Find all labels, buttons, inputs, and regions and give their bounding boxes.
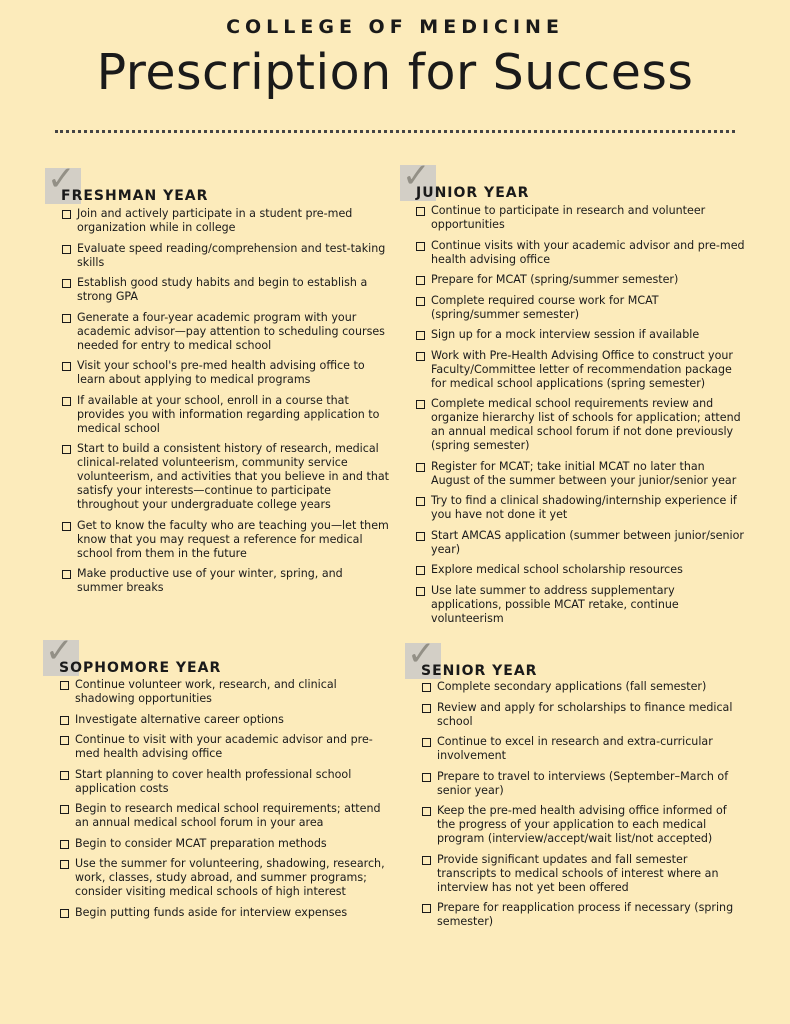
list-item[interactable]: Start to build a consistent history of research, medical clinical-related volunteerism, community service volunteerism, and activities that you believe in and that satisfy your interests—continue to participate throughout your undergraduate college years [62,442,392,512]
checkbox-icon[interactable] [62,570,71,579]
checkbox-icon[interactable] [416,297,425,306]
checkbox-icon[interactable] [416,352,425,361]
checkbox-icon[interactable] [416,276,425,285]
dotted-divider [55,130,735,133]
checkbox-icon[interactable] [60,805,69,814]
checkbox-icon[interactable] [422,683,431,692]
checkbox-icon[interactable] [422,807,431,816]
list-item[interactable]: Generate a four-year academic program with your academic advisor—pay attention to scheduling courses needed for entry to medical school [62,311,392,353]
checkbox-icon[interactable] [416,497,425,506]
section-title: SOPHOMORE YEAR [59,660,222,676]
list-item[interactable]: Begin putting funds aside for interview expenses [60,906,390,920]
list-item[interactable]: Complete secondary applications (fall semester) [422,680,747,694]
list-item[interactable]: If available at your school, enroll in a course that provides you with information regarding application to medical school [62,394,392,436]
list-item[interactable]: Continue to visit with your academic advisor and pre-med health advising office [60,733,390,761]
list-item[interactable]: Investigate alternative career options [60,713,390,727]
checkbox-icon[interactable] [416,463,425,472]
checkmark-icon: ✓ [45,168,81,204]
checkbox-icon[interactable] [60,736,69,745]
checkbox-icon[interactable] [62,314,71,323]
checkbox-icon[interactable] [422,704,431,713]
section-sophomore [43,631,388,919]
checkbox-icon[interactable] [416,207,425,216]
list-item[interactable]: Continue visits with your academic advisor and pre-med health advising office [416,239,746,267]
list-item[interactable]: Continue to excel in research and extra-curricular involvement [422,735,747,763]
checkbox-icon[interactable] [416,400,425,409]
list-item[interactable]: Make productive use of your winter, spring, and summer breaks [62,567,392,595]
list-item[interactable]: Continue volunteer work, research, and clinical shadowing opportunities [60,678,390,706]
list-item[interactable]: Sign up for a mock interview session if available [416,328,746,342]
list-item[interactable]: Visit your school's pre-med health advising office to learn about applying to medical programs [62,359,392,387]
section-header [405,634,745,679]
checkbox-icon[interactable] [416,566,425,575]
checkbox-icon[interactable] [62,445,71,454]
checkmark-icon: ✓ [43,640,79,676]
checkbox-icon[interactable] [422,856,431,865]
list-item[interactable]: Prepare for MCAT (spring/summer semester) [416,273,746,287]
checkbox-icon[interactable] [422,773,431,782]
checkbox-icon[interactable] [422,738,431,747]
list-item[interactable]: Explore medical school scholarship resources [416,563,746,577]
checkbox-icon[interactable] [60,840,69,849]
list-item[interactable]: Continue to participate in research and volunteer opportunities [416,204,746,232]
list-item[interactable]: Work with Pre-Health Advising Office to construct your Faculty/Committee letter of recommendation package for medical school applications (spring semester) [416,349,746,391]
checkbox-icon[interactable] [416,242,425,251]
checklist [60,678,390,926]
checkbox-icon[interactable] [60,681,69,690]
checkmark-icon: ✓ [405,643,441,679]
page-title: Prescription for Success [96,44,694,101]
checkbox-icon[interactable] [62,279,71,288]
section-title: SENIOR YEAR [421,663,538,679]
list-item[interactable]: Provide significant updates and fall semester transcripts to medical schools of interest where an interview has not yet been offered [422,853,747,895]
list-item[interactable]: Try to find a clinical shadowing/internship experience if you have not done it yet [416,494,746,522]
list-item[interactable]: Prepare for reapplication process if necessary (spring semester) [422,901,747,929]
section-freshman [45,159,390,594]
section-senior [405,634,745,928]
list-item[interactable]: Start planning to cover health professional school application costs [60,768,390,796]
checkbox-icon[interactable] [62,397,71,406]
section-header [45,159,385,204]
list-item[interactable]: Complete medical school requirements review and organize hierarchy list of schools for application; attend an annual medical school forum if not done previously (spring semester) [416,397,746,453]
list-item[interactable]: Evaluate speed reading/comprehension and test-taking skills [62,242,392,270]
checklist [422,680,747,936]
section-header [400,156,745,201]
checkbox-icon[interactable] [62,522,71,531]
checkmark-icon: ✓ [400,165,436,201]
checkbox-icon[interactable] [60,771,69,780]
section-title: JUNIOR YEAR [416,185,530,201]
checklist [62,207,392,602]
org-name: COLLEGE OF MEDICINE [226,16,564,38]
section-title: FRESHMAN YEAR [61,188,209,204]
list-item[interactable]: Complete required course work for MCAT (spring/summer semester) [416,294,746,322]
list-item[interactable]: Begin to research medical school requirements; attend an annual medical school forum in your area [60,802,390,830]
list-item[interactable]: Prepare to travel to interviews (September–March of senior year) [422,770,747,798]
section-junior [400,156,745,625]
checkbox-icon[interactable] [62,362,71,371]
checkbox-icon[interactable] [416,587,425,596]
list-item[interactable]: Use the summer for volunteering, shadowing, research, work, classes, study abroad, and summer programs; consider visiting medical schools of high interest [60,857,390,899]
list-item[interactable]: Begin to consider MCAT preparation methods [60,837,390,851]
list-item[interactable]: Get to know the faculty who are teaching you—let them know that you may request a reference for medical school from them in the future [62,519,392,561]
checkbox-icon[interactable] [60,716,69,725]
checkbox-icon[interactable] [60,909,69,918]
checkbox-icon[interactable] [62,245,71,254]
checkbox-icon[interactable] [416,532,425,541]
checkbox-icon[interactable] [416,331,425,340]
section-header [43,631,388,676]
list-item[interactable]: Register for MCAT; take initial MCAT no later than August of the summer between your junior/senior year [416,460,746,488]
list-item[interactable]: Start AMCAS application (summer between junior/senior year) [416,529,746,557]
checkbox-icon[interactable] [60,860,69,869]
list-item[interactable]: Join and actively participate in a student pre-med organization while in college [62,207,392,235]
list-item[interactable]: Use late summer to address supplementary applications, possible MCAT retake, continue volunteerism [416,584,746,626]
list-item[interactable]: Establish good study habits and begin to establish a strong GPA [62,276,392,304]
checkbox-icon[interactable] [62,210,71,219]
list-item[interactable]: Keep the pre-med health advising office informed of the progress of your application to each medical program (interview/accept/wait list/not accepted) [422,804,747,846]
checkbox-icon[interactable] [422,904,431,913]
checklist [416,204,746,632]
list-item[interactable]: Review and apply for scholarships to finance medical school [422,701,747,729]
